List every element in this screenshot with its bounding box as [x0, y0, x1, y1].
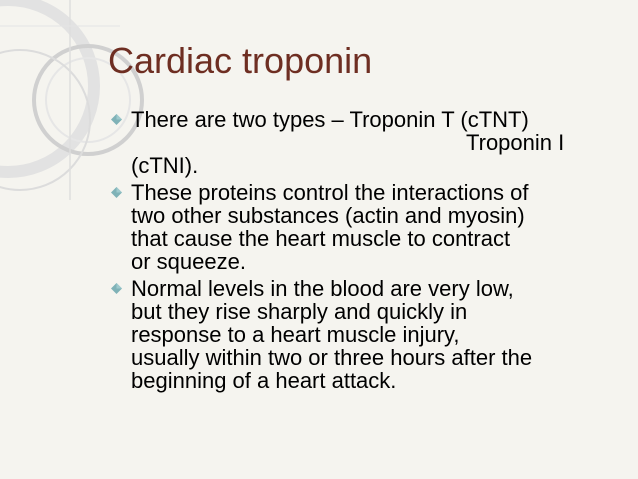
teal-diamond-bullet-icon: [110, 282, 123, 295]
bullet-line: Normal levels in the blood are very low,: [131, 276, 514, 301]
list-item: [108, 277, 613, 392]
teal-diamond-bullet-icon: [110, 113, 123, 126]
bullet-line: Troponin I: [466, 130, 565, 155]
bullet-line: or squeeze.: [131, 249, 246, 274]
bullet-list: [108, 108, 613, 392]
bullet-line: that cause the heart muscle to contract: [131, 226, 511, 251]
bullet-line: usually within two or three hours after the: [131, 345, 533, 370]
teal-diamond-bullet-icon: [110, 186, 123, 199]
list-item: [108, 108, 613, 177]
bullet-line: but they rise sharply and quickly in: [131, 299, 468, 324]
bullet-line: response to a heart muscle injury,: [131, 322, 460, 347]
bullet-line: (cTNI).: [131, 153, 199, 178]
page-title: Cardiac troponin: [108, 40, 373, 81]
list-item: [108, 181, 613, 273]
bullet-line: two other substances (actin and myosin): [131, 203, 525, 228]
bullet-line: beginning of a heart attack.: [131, 368, 397, 393]
bullet-line: These proteins control the interactions of: [131, 180, 529, 205]
bullet-line: There are two types – Troponin T (cTNT): [131, 107, 529, 132]
